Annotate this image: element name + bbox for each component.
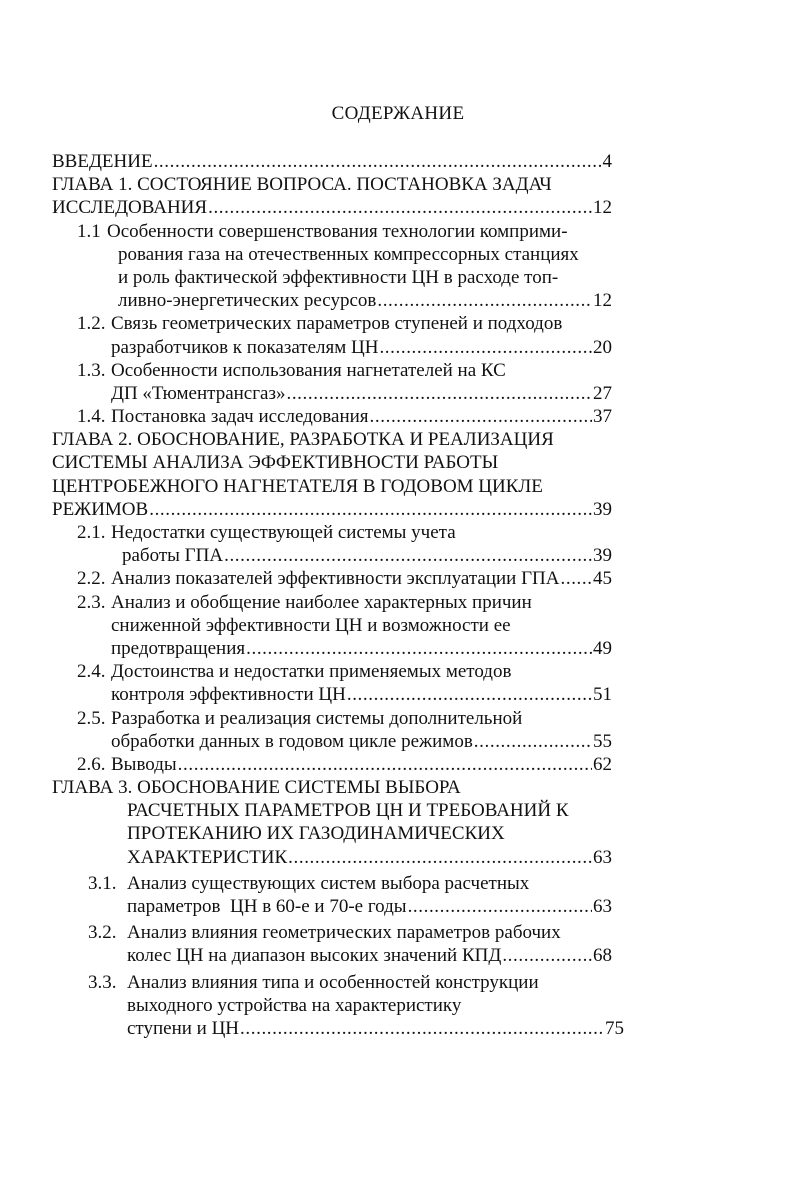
section-number: 3.1. <box>88 872 117 894</box>
entry-text: Недостатки существующей системы учета <box>111 522 456 543</box>
page-number: 12 <box>593 290 612 312</box>
toc-entry <box>52 498 612 521</box>
entry-text: ливно-энергетических ресурсов <box>118 290 377 312</box>
section-number: 2.1. <box>77 522 106 543</box>
entry-text: ДП «Тюментрансгаз» <box>111 382 286 404</box>
toc-entry <box>52 921 612 944</box>
entry-text: ГЛАВА 1. СОСТОЯНИЕ ВОПРОСА. ПОСТАНОВКА ЗАДАЧ <box>52 174 552 196</box>
entry-text: ступени и ЦН <box>127 1017 240 1039</box>
page-number: 27 <box>593 382 612 404</box>
table-of-contents <box>52 150 624 1040</box>
dot-leader <box>223 544 592 567</box>
section-number: 2.6. <box>77 753 106 775</box>
toc-entry <box>52 637 612 660</box>
section-number: 1.1 <box>77 220 101 242</box>
dot-leader <box>376 289 592 312</box>
toc-entry <box>52 683 612 706</box>
dot-leader <box>148 498 592 521</box>
page-number: 51 <box>593 684 612 706</box>
entry-text: ПРОТЕКАНИЮ ИХ ГАЗОДИНАМИЧЕСКИХ <box>127 823 505 845</box>
toc-entry <box>52 707 612 730</box>
section-number: 1.3. <box>77 359 106 381</box>
entry-text: выходного устройства на характеристику <box>127 994 462 1016</box>
toc-entry <box>52 312 612 335</box>
toc-entry <box>52 266 612 289</box>
page-number: 63 <box>593 846 612 868</box>
toc-entry <box>52 753 612 776</box>
entry-text: колес ЦН на диапазон высоких значений КПД <box>127 945 502 967</box>
entry-text: Особенности совершенствования технологии комприми- <box>107 220 568 242</box>
entry-text: и роль фактической эффективности ЦН в расходе топ- <box>118 266 559 288</box>
toc-entry <box>52 150 612 173</box>
toc-entry <box>52 521 612 544</box>
dot-leader <box>473 730 592 753</box>
entry-text: ВВЕДЕНИЕ <box>52 151 153 172</box>
toc-entry <box>52 243 612 266</box>
toc-entry <box>52 220 612 243</box>
page-number: 68 <box>593 945 612 967</box>
entry-text: Достоинства и недостатки применяемых методов <box>111 661 512 683</box>
entry-text: Анализ влияния типа и особенностей конструкции <box>127 971 539 993</box>
entry-text: ИССЛЕДОВАНИЯ <box>52 197 208 219</box>
toc-entry <box>52 359 612 382</box>
entry-text: рования газа на отечественных компрессорных станциях <box>118 243 579 265</box>
dot-leader <box>346 683 592 706</box>
entry-text: обработки данных в годовом цикле режимов <box>111 730 473 752</box>
page-number: 45 <box>593 568 612 590</box>
toc-entry <box>52 730 612 753</box>
page-title: СОДЕРЖАНИЕ <box>331 103 465 124</box>
entry-text: контроля эффективности ЦН <box>111 684 346 706</box>
section-number: 1.4. <box>77 406 106 428</box>
toc-entry <box>52 173 612 196</box>
entry-text: СИСТЕМЫ АНАЛИЗА ЭФФЕКТИВНОСТИ РАБОТЫ <box>52 452 499 474</box>
page-number: 4 <box>602 151 612 172</box>
page-number: 39 <box>593 498 612 520</box>
dot-leader <box>285 382 592 405</box>
dot-leader <box>287 846 592 869</box>
page-number: 37 <box>593 406 612 428</box>
entry-text: ХАРАКТЕРИСТИК <box>127 846 288 868</box>
entry-text: Постановка задач исследования <box>111 406 369 428</box>
entry-text: Анализ существующих систем выбора расчетных <box>127 872 530 894</box>
entry-text: Особенности использования нагнетателей на КС <box>111 359 506 381</box>
section-number: 3.2. <box>88 922 117 944</box>
toc-entry <box>52 336 612 359</box>
toc-entry <box>52 944 612 967</box>
dot-leader <box>369 405 592 428</box>
section-number: 3.3. <box>88 971 117 993</box>
entry-text: работы ГПА <box>122 545 224 567</box>
entry-text: РАСЧЕТНЫХ ПАРАМЕТРОВ ЦН И ТРЕБОВАНИЙ К <box>127 800 569 822</box>
entry-text: РЕЖИМОВ <box>52 498 149 520</box>
entry-text: сниженной эффективности ЦН и возможности ее <box>111 614 511 636</box>
section-number: 2.3. <box>77 591 106 613</box>
page-number: 20 <box>593 336 612 358</box>
toc-entry <box>52 776 612 799</box>
dot-leader <box>177 753 592 776</box>
section-number: 2.2. <box>77 568 106 590</box>
page-number: 75 <box>605 1017 624 1039</box>
page-number: 39 <box>593 545 612 567</box>
toc-entry <box>52 822 612 845</box>
toc-entry <box>52 289 612 312</box>
toc-entry <box>52 196 612 219</box>
section-number: 1.2. <box>77 313 106 335</box>
dot-leader <box>407 895 592 918</box>
page-number: 63 <box>593 896 612 917</box>
entry-text: Анализ показателей эффективности эксплуатации ГПА <box>111 568 560 590</box>
toc-entry <box>52 895 612 918</box>
entry-text: ГЛАВА 2. ОБОСНОВАНИЕ, РАЗРАБОТКА И РЕАЛИЗАЦИЯ <box>52 429 554 451</box>
toc-entry <box>52 544 612 567</box>
entry-text: Анализ и обобщение наиболее характерных причин <box>111 591 532 613</box>
dot-leader <box>239 1017 604 1040</box>
dot-leader <box>245 637 592 660</box>
dot-leader <box>207 196 592 219</box>
dot-leader <box>153 150 602 173</box>
dot-leader <box>560 567 593 590</box>
page-number: 49 <box>593 637 612 659</box>
toc-entry <box>52 994 612 1017</box>
entry-text: Разработка и реализация системы дополнительной <box>111 707 523 729</box>
toc-entry <box>52 799 612 822</box>
entry-text: параметров ЦН в 60-е и 70-е годы <box>127 896 407 917</box>
toc-entry <box>52 872 612 895</box>
dot-leader <box>501 944 592 967</box>
toc-entry <box>52 591 612 614</box>
toc-entry <box>52 428 612 451</box>
page-number: 55 <box>593 730 612 752</box>
dot-leader <box>378 336 592 359</box>
entry-text: Связь геометрических параметров ступеней и подходов <box>111 313 563 335</box>
toc-entry <box>52 614 612 637</box>
entry-text: разработчиков к показателям ЦН <box>111 336 379 358</box>
section-number: 2.4. <box>77 661 106 683</box>
toc-entry <box>52 660 612 683</box>
toc-entry <box>52 382 612 405</box>
entry-text: ЦЕНТРОБЕЖНОГО НАГНЕТАТЕЛЯ В ГОДОВОМ ЦИКЛЕ <box>52 475 543 497</box>
entry-text: предотвращения <box>111 637 246 659</box>
entry-text: ГЛАВА 3. ОБОСНОВАНИЕ СИСТЕМЫ ВЫБОРА <box>52 777 461 799</box>
toc-entry <box>52 567 612 590</box>
toc-entry <box>52 971 612 994</box>
entry-text: Анализ влияния геометрических параметров рабочих <box>127 922 561 944</box>
toc-entry <box>52 451 612 474</box>
page-number: 62 <box>593 753 612 775</box>
entry-text: Выводы <box>111 753 177 775</box>
page-number: 12 <box>593 197 612 219</box>
toc-entry <box>52 846 612 869</box>
toc-entry <box>52 1017 624 1040</box>
toc-entry <box>52 475 612 498</box>
toc-entry <box>52 405 612 428</box>
section-number: 2.5. <box>77 707 106 729</box>
